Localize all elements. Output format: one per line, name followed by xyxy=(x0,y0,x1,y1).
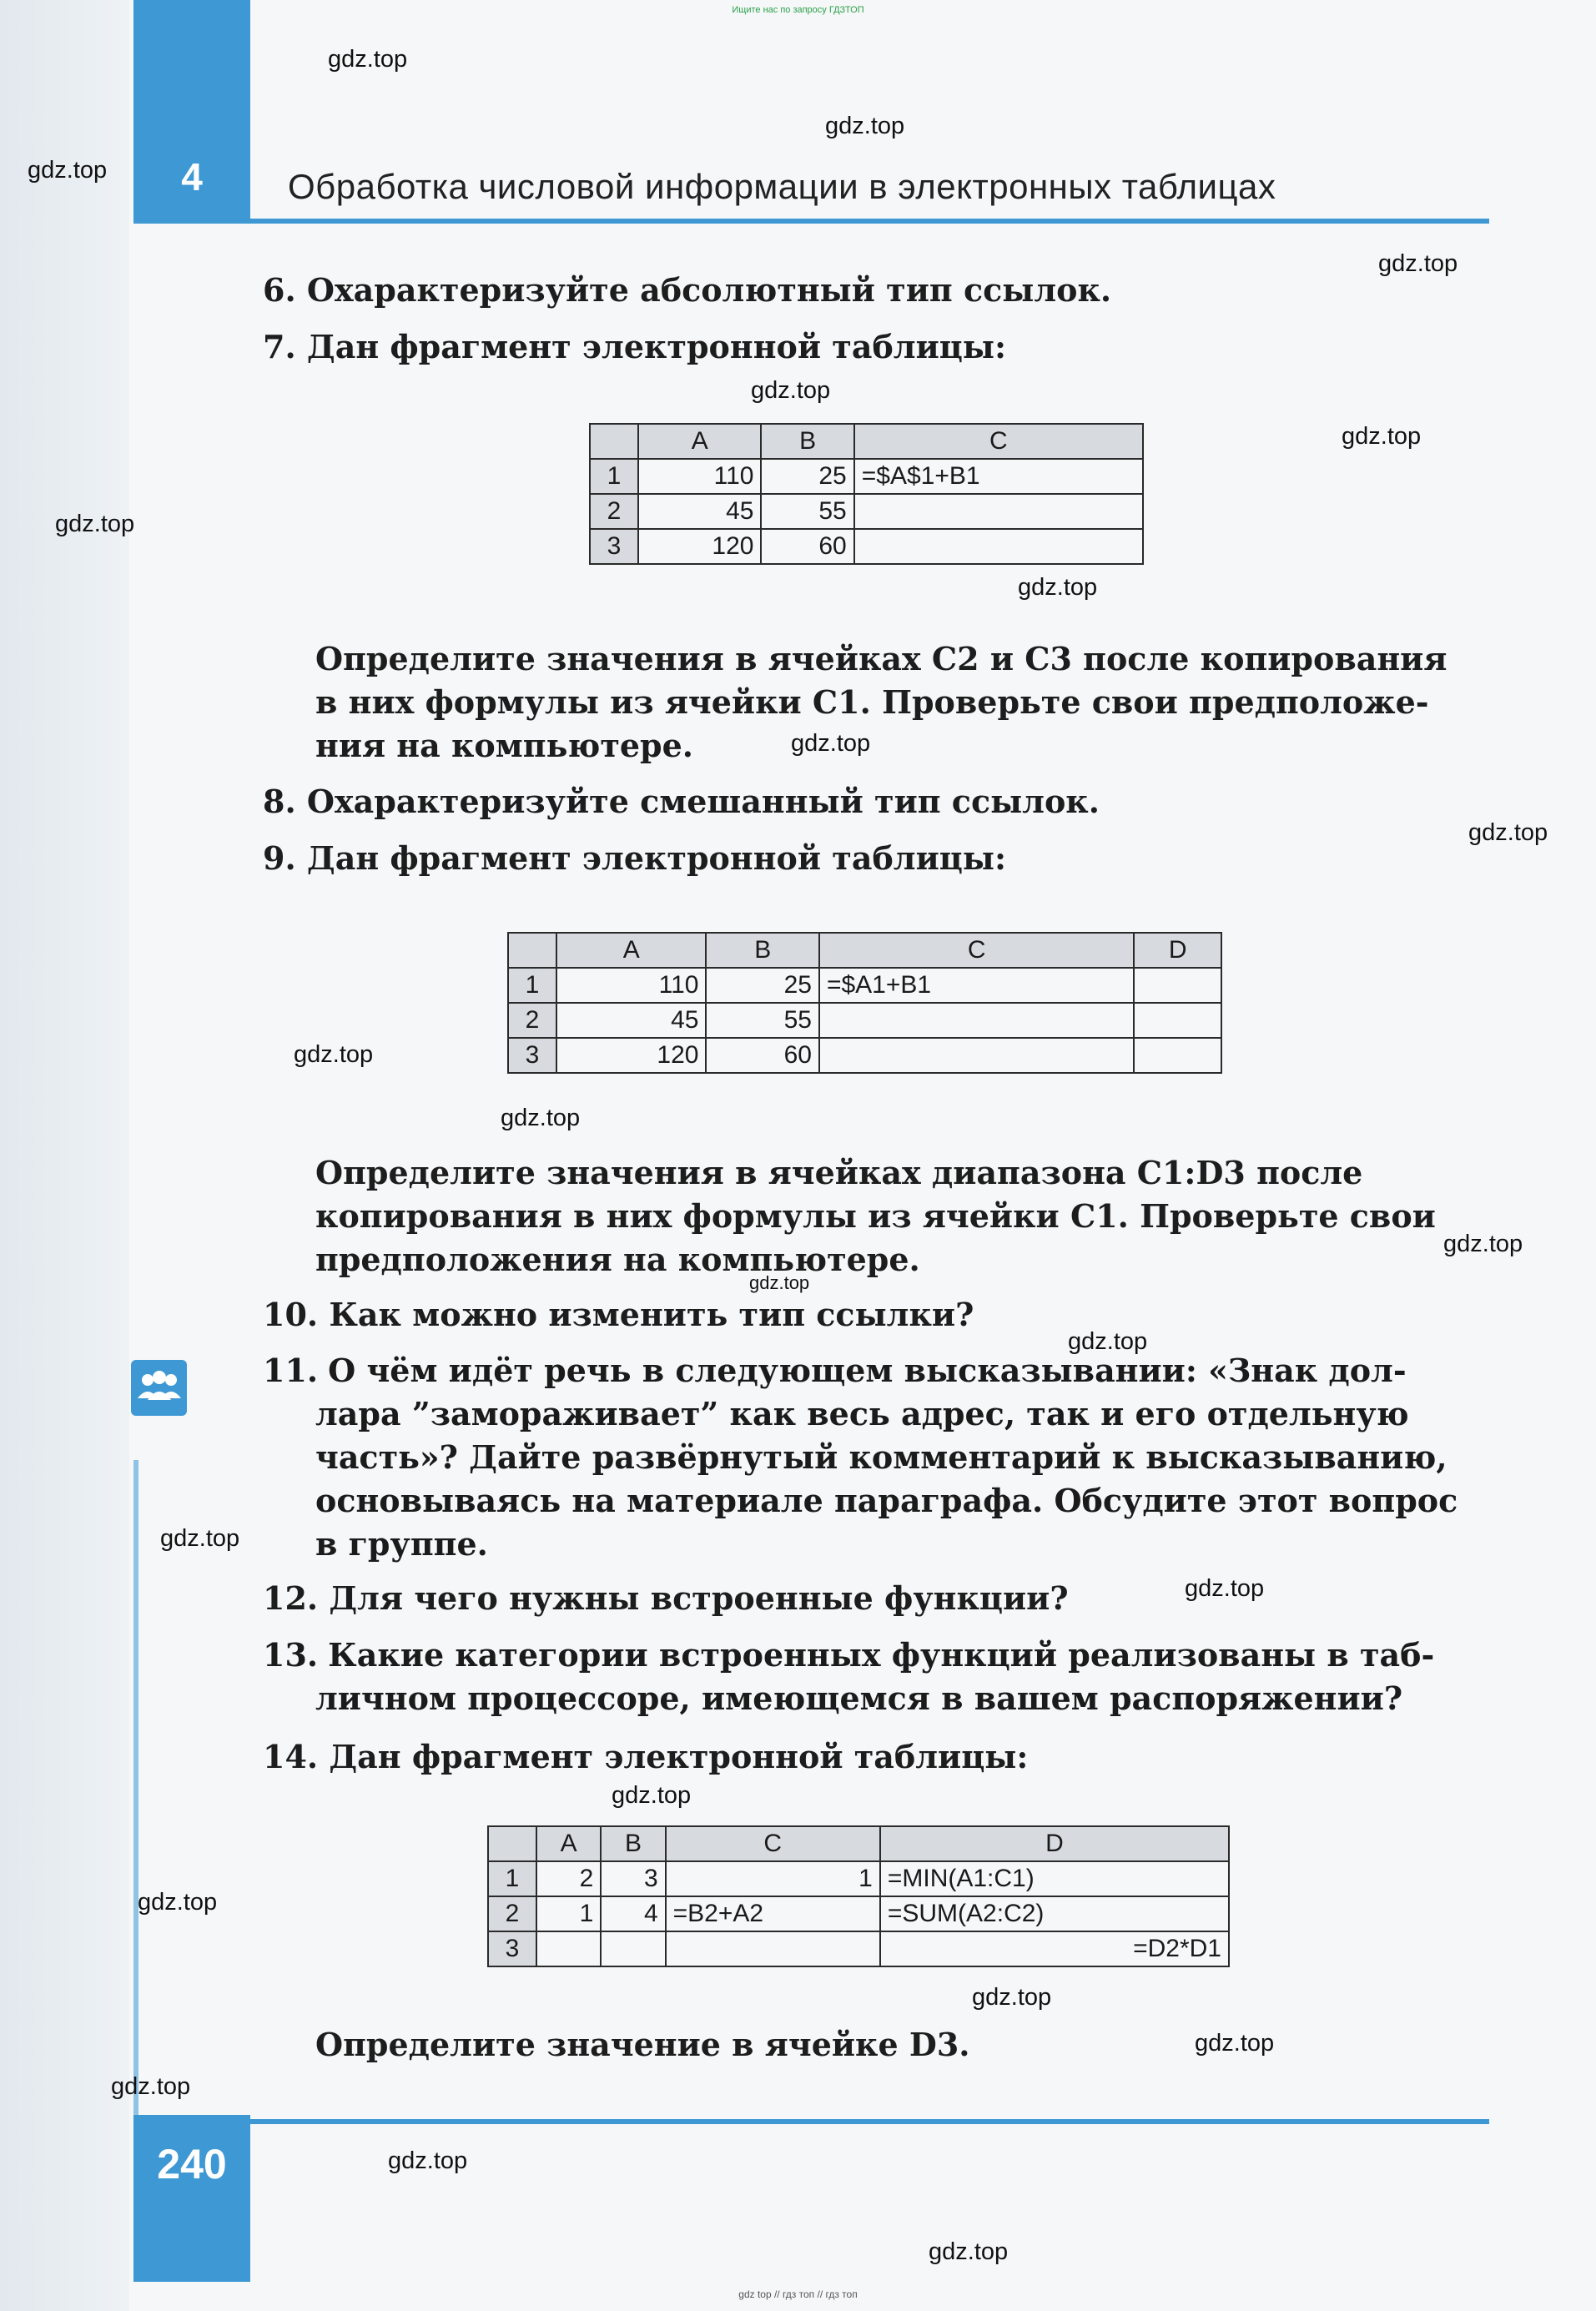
watermark: gdz.top xyxy=(111,2073,191,2100)
watermark: gdz.top xyxy=(791,730,871,757)
watermark: gdz.top xyxy=(328,46,408,73)
question-10 xyxy=(263,1293,974,1337)
task-line: ния на компьютере. xyxy=(315,727,694,764)
cell-A3: 120 xyxy=(638,529,761,564)
watermark: gdz.top xyxy=(138,1889,218,1916)
watermark: gdz.top xyxy=(294,1041,374,1068)
header-rule xyxy=(133,219,1489,224)
cell-D2: =SUM(A2:C2) xyxy=(880,1896,1229,1931)
question-13 xyxy=(263,1634,1488,1720)
cell-A2: 1 xyxy=(536,1896,601,1931)
column-header: B xyxy=(761,424,853,459)
cell-C3 xyxy=(854,529,1143,564)
watermark: gdz.top xyxy=(388,2147,468,2174)
cell-A3 xyxy=(536,1931,601,1966)
row-header: 3 xyxy=(590,529,638,564)
row-header: 3 xyxy=(488,1931,536,1966)
question-14-task xyxy=(315,2023,1488,2067)
chapter-title: Обработка числовой информации в электронных таблицах xyxy=(288,167,1276,206)
cell-C1: =$A$1+B1 xyxy=(854,459,1143,494)
question-9 xyxy=(263,837,1006,880)
promo-note: Ищите нас по запросу ГДЗТОП xyxy=(732,5,864,15)
cell-B2: 55 xyxy=(706,1003,818,1038)
watermark: gdz.top xyxy=(1195,2030,1275,2057)
cell-B1: 3 xyxy=(601,1861,665,1896)
spreadsheet-q9 xyxy=(507,932,1222,1074)
watermark: gdz.top xyxy=(28,157,108,184)
question-7-task xyxy=(315,637,1488,768)
question-text: Дан фрагмент электронной таблицы: xyxy=(306,328,1006,365)
task-line: Определите значения в ячейках диапазона С1:D3 после xyxy=(315,1154,1363,1191)
question-number: 9. xyxy=(263,839,296,877)
cell-C2 xyxy=(819,1003,1134,1038)
question-number: 12. xyxy=(263,1579,319,1617)
cell-B3 xyxy=(601,1931,665,1966)
page-margin xyxy=(0,0,129,2311)
spreadsheet-q7 xyxy=(589,423,1144,565)
column-header: C xyxy=(819,933,1134,968)
row-header: 2 xyxy=(590,494,638,529)
question-9-task xyxy=(315,1151,1488,1281)
row-header: 3 xyxy=(508,1038,556,1073)
watermark: gdz.top xyxy=(1443,1231,1523,1257)
watermark: gdz.top xyxy=(1068,1328,1148,1355)
watermark: gdz.top xyxy=(612,1782,692,1809)
column-header: B xyxy=(706,933,818,968)
question-line: в группе. xyxy=(315,1525,488,1563)
task-line: Определите значения в ячейках С2 и С3 после копирования xyxy=(315,640,1447,677)
cell-C3 xyxy=(666,1931,880,1966)
cell-D3: =D2*D1 xyxy=(880,1931,1229,1966)
watermark: gdz.top xyxy=(160,1525,240,1552)
column-header: C xyxy=(666,1826,880,1861)
question-11 xyxy=(263,1349,1488,1566)
row-header: 1 xyxy=(508,968,556,1003)
question-number: 8. xyxy=(263,783,296,820)
cell-D2 xyxy=(1134,1003,1221,1038)
watermark: gdz.top xyxy=(1378,250,1458,277)
question-text: Как можно изменить тип ссылки? xyxy=(329,1296,974,1333)
question-number: 10. xyxy=(263,1296,319,1333)
watermark: gdz.top xyxy=(1342,423,1422,450)
cell-C2 xyxy=(854,494,1143,529)
cell-B1: 25 xyxy=(761,459,853,494)
watermark: gdz.top xyxy=(749,1272,810,1293)
watermark: gdz.top xyxy=(55,511,135,537)
footer-note: gdz top // гдз топ // гдз топ xyxy=(738,2288,858,2300)
question-line: О чём идёт речь в следующем высказывании: «Знак дол- xyxy=(328,1352,1407,1389)
cell-B3: 60 xyxy=(761,529,853,564)
watermark: gdz.top xyxy=(1018,574,1098,601)
footer-rule xyxy=(250,2119,1489,2124)
cell-B3: 60 xyxy=(706,1038,818,1073)
question-12 xyxy=(263,1577,1069,1620)
question-line: лара ”замораживает” как весь адрес, так и его отдельную xyxy=(315,1395,1409,1432)
cell-C3 xyxy=(819,1038,1134,1073)
question-text: Дан фрагмент электронной таблицы: xyxy=(329,1738,1029,1775)
row-header: 2 xyxy=(488,1896,536,1931)
question-text: Для чего нужны встроенные функции? xyxy=(329,1579,1069,1617)
question-line: основываясь на материале параграфа. Обсудите этот вопрос xyxy=(315,1482,1458,1519)
question-14 xyxy=(263,1735,1028,1779)
cell-C1: 1 xyxy=(666,1861,880,1896)
column-header: A xyxy=(536,1826,601,1861)
question-number: 6. xyxy=(263,271,296,309)
watermark: gdz.top xyxy=(1468,819,1548,846)
cell-D1: =MIN(A1:C1) xyxy=(880,1861,1229,1896)
corner-cell xyxy=(590,424,638,459)
question-text: Охарактеризуйте смешанный тип ссылок. xyxy=(306,783,1100,820)
cell-B2: 4 xyxy=(601,1896,665,1931)
column-header: D xyxy=(880,1826,1229,1861)
task-line: предположения на компьютере. xyxy=(315,1241,920,1278)
corner-cell xyxy=(488,1826,536,1861)
cell-C1: =$A1+B1 xyxy=(819,968,1134,1003)
row-header: 1 xyxy=(590,459,638,494)
cell-A1: 110 xyxy=(638,459,761,494)
cell-A1: 110 xyxy=(556,968,706,1003)
task-line: копирования в них формулы из ячейки С1. Проверьте свои xyxy=(315,1197,1436,1235)
cell-D3 xyxy=(1134,1038,1221,1073)
question-number: 7. xyxy=(263,328,296,365)
column-header: A xyxy=(638,424,761,459)
row-header: 2 xyxy=(508,1003,556,1038)
spreadsheet-q14 xyxy=(487,1825,1230,1967)
watermark: gdz.top xyxy=(1185,1575,1265,1602)
task-line: в них формулы из ячейки С1. Проверьте свои предположе- xyxy=(315,683,1429,721)
question-6 xyxy=(263,269,1111,312)
watermark: gdz.top xyxy=(929,2238,1009,2265)
watermark: gdz.top xyxy=(972,1984,1052,2011)
column-header: A xyxy=(556,933,706,968)
watermark: gdz.top xyxy=(751,377,831,404)
column-header: C xyxy=(854,424,1143,459)
question-line: личном процессоре, имеющемся в вашем распоряжении? xyxy=(315,1679,1403,1717)
group-work-icon xyxy=(131,1360,187,1416)
question-number: 11. xyxy=(263,1352,319,1389)
question-7 xyxy=(263,325,1006,369)
question-number: 13. xyxy=(263,1636,319,1674)
chapter-number: 4 xyxy=(181,155,203,199)
cell-D1 xyxy=(1134,968,1221,1003)
cell-A1: 2 xyxy=(536,1861,601,1896)
corner-cell xyxy=(508,933,556,968)
question-8 xyxy=(263,780,1100,823)
question-text: Дан фрагмент электронной таблицы: xyxy=(306,839,1006,877)
page-number: 240 xyxy=(157,2141,227,2188)
cell-C2: =B2+A2 xyxy=(666,1896,880,1931)
cell-B1: 25 xyxy=(706,968,818,1003)
watermark: gdz.top xyxy=(825,113,905,139)
column-header: D xyxy=(1134,933,1221,968)
question-text: Охарактеризуйте абсолютный тип ссылок. xyxy=(306,271,1112,309)
row-header: 1 xyxy=(488,1861,536,1896)
question-line: Какие категории встроенных функций реализованы в таб- xyxy=(328,1636,1435,1674)
cell-B2: 55 xyxy=(761,494,853,529)
watermark: gdz.top xyxy=(501,1105,581,1131)
cell-A3: 120 xyxy=(556,1038,706,1073)
column-header: B xyxy=(601,1826,665,1861)
question-number: 14. xyxy=(263,1738,319,1775)
cell-A2: 45 xyxy=(638,494,761,529)
question-line: часть»? Дайте развёрнутый комментарий к высказыванию, xyxy=(315,1438,1447,1476)
task-line: Определите значение в ячейке D3. xyxy=(315,2026,970,2063)
cell-A2: 45 xyxy=(556,1003,706,1038)
